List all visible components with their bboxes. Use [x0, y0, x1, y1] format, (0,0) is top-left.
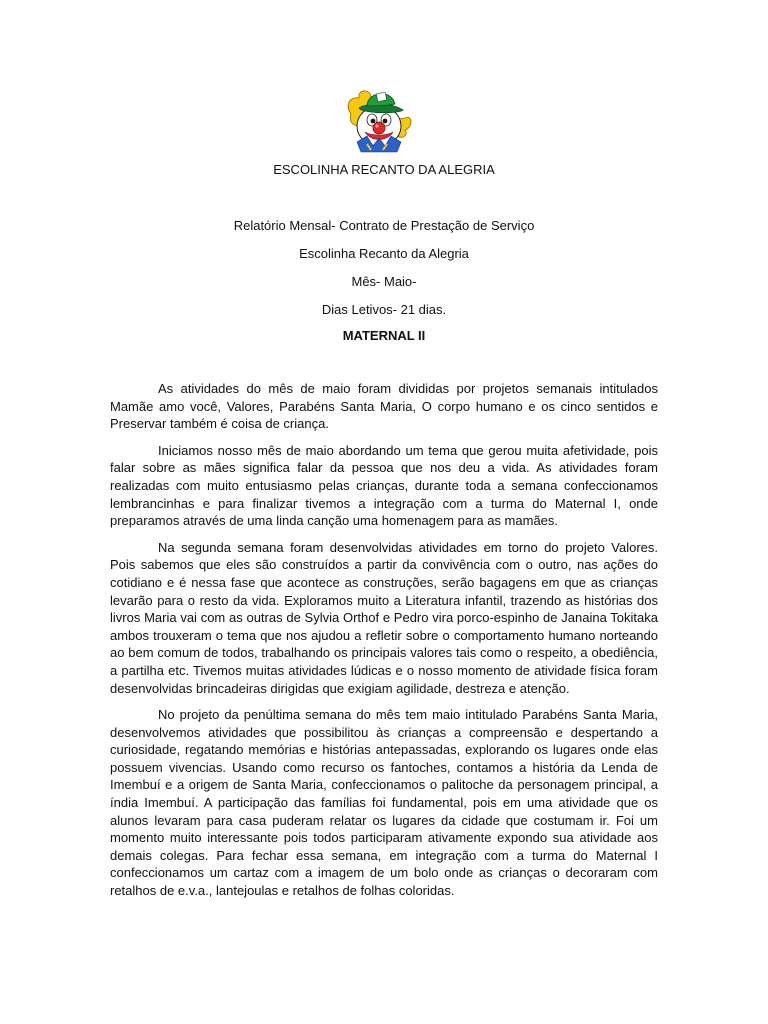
school-name-subtitle: Escolinha Recanto da Alegria: [299, 246, 469, 261]
clown-mascot-icon: [343, 84, 415, 156]
month-label: Mês- Maio-: [351, 274, 417, 289]
paragraph-santa-maria-week: No projeto da penúltima semana do mês tem maio intitulado Parabéns Santa Maria, desenvolvemos atividades que possibilitou às crianças a compreensão e despertando a curiosidade, regatando memórias e histórias antepassadas, explorando os lugares onde elas possuem vivencias. Usando como recurso os fantoches, contamos a história da Lenda de Imembuí e a origem de Santa Maria, confeccionamos o palitoche da personagem principal, a índia Imembuí. A participação das famílias foi fundamental, pois em uma atividade que os alunos levaram para casa puderam relatar os lugares da cidade que costumam ir. Foi um momento muito interessante pois todos participaram ativamente expondo sua atividade aos demais colegas. Para fechar essa semana, em integração com a turma do Maternal I confeccionamos um cartaz com a imagem de um bolo onde as crianças o decoraram com retalhos de e.v.a., lantejoulas e retalhos de folhas coloridas.: [110, 707, 658, 899]
report-title: Relatório Mensal- Contrato de Prestação de Serviço: [233, 218, 535, 233]
school-days-label: Dias Letivos- 21 dias.: [321, 302, 447, 317]
class-name-heading: MATERNAL II: [342, 328, 426, 343]
paragraph-mothers-week: Iniciamos nosso mês de maio abordando um tema que gerou muita afetividade, pois falar sobre as mães significa falar da pessoa que nos deu a vida. As atividades foram realizadas com muito entusiasmo pelas crianças, durante toda a semana confeccionamos lembrancinhas e para finalizar tivemos a integração com a turma do Maternal I, onde preparamos através de uma linda canção uma homenagem para as mamães.: [110, 442, 658, 529]
report-body: [110, 380, 658, 909]
paragraph-intro: As atividades do mês de maio foram divididas por projetos semanais intitulados Mamãe amo você, Valores, Parabéns Santa Maria, O corpo humano e os cinco sentidos e Preservar também é coisa de criança.: [110, 381, 658, 432]
school-name-heading: ESCOLINHA RECANTO DA ALEGRIA: [273, 162, 495, 177]
paragraph-values-week: Na segunda semana foram desenvolvidas atividades em torno do projeto Valores. Pois sabemos que eles são construídos a partir da convivência com o outro, nas ações do cotidiano e é nessa fase que acontece as construções, serão bagagens em que as crianças levarão para o resto da vida. Exploramos muito a Literatura infantil, trazendo as histórias dos livros Maria vai com as outras de Sylvia Orthof e Pedro vira porco-espinho de Janaina Tokitaka ambos trouxeram o tema que nos ajudou a refletir sobre o comportamento humano norteando ao bem comum de todos, trabalhando os principais valores tais como o respeito, a obediência, a partilha etc. Tivemos muitas atividades lúdicas e o nosso momento de atividade física foram desenvolvidas brincadeiras dirigidas que exigiam agilidade, destreza e atenção.: [110, 539, 658, 696]
